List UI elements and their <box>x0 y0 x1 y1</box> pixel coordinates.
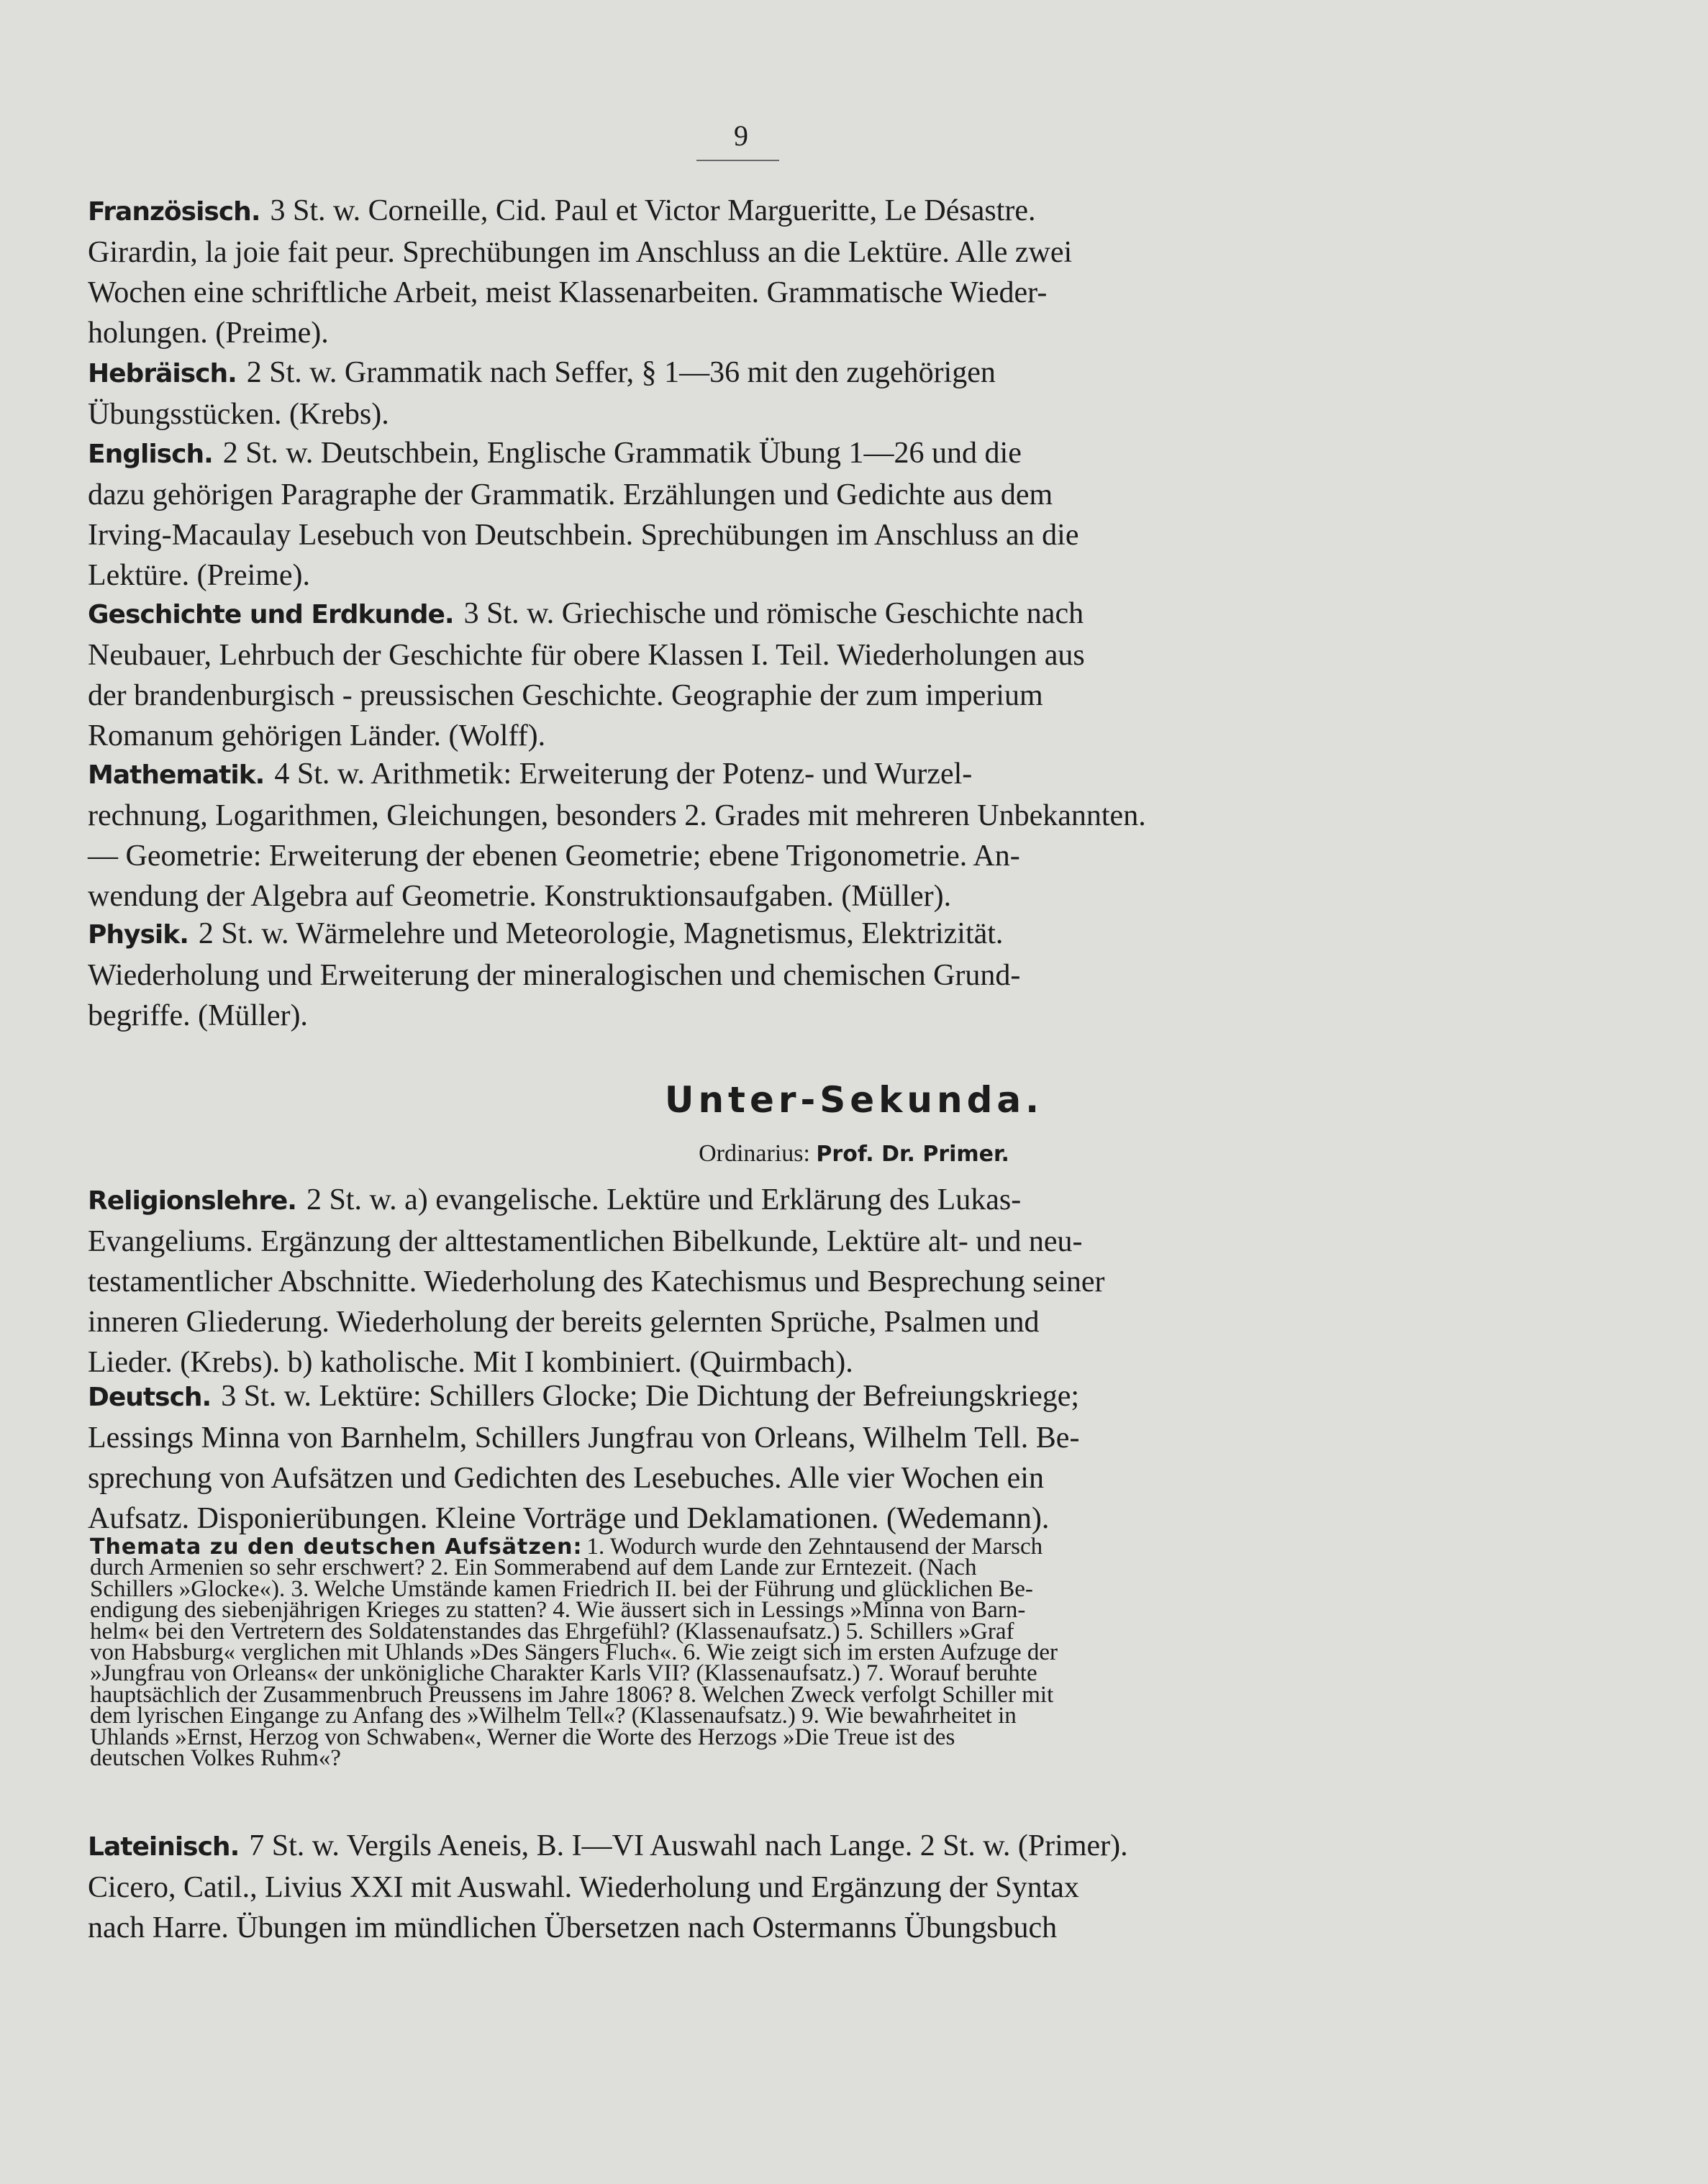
text-line: 1. Wodurch wurde den Zehntausend der Marsch <box>586 1534 1043 1560</box>
text-line: helm« bei den Vertretern des Soldatenstandes das Ehrgefühl? (Klassenaufsatz.) 5. Schillers »Graf <box>90 1618 1014 1644</box>
text-line: rechnung, Logarithmen, Gleichungen, besonders 2. Grades mit mehreren Unbekannten. <box>88 799 1146 832</box>
subject-heading: Religionslehre. <box>88 1186 296 1216</box>
text-line: testamentlicher Abschnitte. Wiederholung des Katechismus und Besprechung seiner <box>88 1265 1105 1298</box>
themata-block <box>90 1534 1407 1772</box>
paragraph-deutsch <box>88 1376 1404 1539</box>
text-line: wendung der Algebra auf Geometrie. Konstruktionsaufgaben. (Müller). <box>88 880 952 913</box>
ordinarius-line <box>0 1140 1708 1168</box>
text-line: holungen. (Preime). <box>88 317 329 350</box>
text-line: hauptsächlich der Zusammenbruch Preussens im Jahre 1806? 8. Welchen Zweck verfolgt Schiller mit <box>90 1681 1054 1708</box>
text-line: Neubauer, Lehrbuch der Geschichte für obere Klassen I. Teil. Wiederholungen aus <box>88 639 1085 672</box>
text-line: 2 St. w. a) evangelische. Lektüre und Erklärung des Lukas- <box>306 1183 1022 1216</box>
text-line: 2 St. w. Grammatik nach Seffer, § 1—36 mit den zugehörigen <box>246 356 996 389</box>
text-line: Irving-Macaulay Lesebuch von Deutschbein. Sprechübungen im Anschluss an die <box>88 519 1079 552</box>
text-line: dem lyrischen Eingange zu Anfang des »Wilhelm Tell«? (Klassenaufsatz.) 9. Wie bewahrheitet in <box>90 1703 1017 1729</box>
text-line: »Jungfrau von Orleans« der unkönigliche Charakter Karls VII? (Klassenaufsatz.) 7. Worauf beruhte <box>90 1660 1037 1687</box>
subject-heading: Lateinisch. <box>88 1832 240 1862</box>
page-number: 9 <box>734 119 748 152</box>
text-line: 7 St. w. Vergils Aeneis, B. I—VI Auswahl nach Lange. 2 St. w. (Primer). <box>249 1829 1128 1862</box>
text-line: Aufsatz. Disponierübungen. Kleine Vorträge und Deklamationen. (Wedemann). <box>88 1502 1050 1535</box>
text-line: Wochen eine schriftliche Arbeit, meist Klassenarbeiten. Grammatische Wieder- <box>88 276 1048 309</box>
subject-heading: Hebräisch. <box>88 359 237 388</box>
ordinarius-label: Ordinarius: <box>699 1140 810 1167</box>
text-line: Wiederholung und Erweiterung der mineralogischen und chemischen Grund- <box>88 959 1021 992</box>
text-line: Lieder. (Krebs). b) katholische. Mit I kombiniert. (Quirmbach). <box>88 1346 853 1379</box>
paragraph-franzoesisch <box>88 191 1404 353</box>
text-line: durch Armenien so sehr erschwert? 2. Ein Sommerabend auf dem Lande zur Erntezeit. (Nach <box>90 1555 977 1581</box>
section-title: Unter-Sekunda. <box>664 1079 1044 1121</box>
text-line: Romanum gehörigen Länder. (Wolff). <box>88 719 546 752</box>
paragraph-physik <box>88 914 1404 1036</box>
text-line: sprechung von Aufsätzen und Gedichten des Lesebuches. Alle vier Wochen ein <box>88 1462 1044 1495</box>
text-line: von Habsburg« verglichen mit Uhlands »Des Sängers Fluch«. 6. Wie zeigt sich im ersten Aufzuge der <box>90 1639 1058 1666</box>
themata-heading: Themata zu den deutschen Aufsätzen: <box>90 1534 583 1560</box>
paragraph-lateinisch <box>88 1826 1404 1948</box>
text-line: 3 St. w. Lektüre: Schillers Glocke; Die Dichtung der Befreiungskriege; <box>221 1380 1080 1413</box>
text-line: Uhlands »Ernst, Herzog von Schwaben«, Werner die Worte des Herzogs »Die Treue ist des <box>90 1724 955 1750</box>
text-line: begriffe. (Müller). <box>88 999 308 1032</box>
subject-heading: Physik. <box>88 920 188 950</box>
text-line: Evangeliums. Ergänzung der alttestamentlichen Bibelkunde, Lektüre alt- und neu- <box>88 1225 1083 1258</box>
subject-heading: Englisch. <box>88 440 213 469</box>
text-line: Girardin, la joie fait peur. Sprechübungen im Anschluss an die Lektüre. Alle zwei <box>88 236 1073 269</box>
text-line: Cicero, Catil., Livius XXI mit Auswahl. Wiederholung und Ergänzung der Syntax <box>88 1871 1079 1904</box>
subject-heading: Französisch. <box>88 197 260 227</box>
text-line: Lessings Minna von Barnhelm, Schillers Jungfrau von Orleans, Wilhelm Tell. Be- <box>88 1421 1080 1455</box>
text-line: inneren Gliederung. Wiederholung der bereits gelernten Sprüche, Psalmen und <box>88 1306 1040 1339</box>
text-line: Schillers »Glocke«). 3. Welche Umstände kamen Friedrich II. bei der Führung und glücklichen Be- <box>90 1575 1033 1602</box>
subject-heading: Geschichte und Erdkunde. <box>88 600 454 629</box>
text-line: 3 St. w. Corneille, Cid. Paul et Victor Margueritte, Le Désastre. <box>270 194 1036 227</box>
paragraph-geschichte <box>88 593 1404 756</box>
text-line: 4 St. w. Arithmetik: Erweiterung der Potenz- und Wurzel- <box>274 757 973 791</box>
text-line: Lektüre. (Preime). <box>88 559 311 592</box>
subject-heading: Deutsch. <box>88 1383 212 1412</box>
text-line: 2 St. w. Deutschbein, Englische Grammatik Übung 1—26 und die <box>222 437 1022 470</box>
text-line: endigung des siebenjährigen Krieges zu statten? 4. Wie äussert sich in Lessings »Minna von Barn- <box>90 1597 1026 1624</box>
paragraph-hebraeisch <box>88 352 1404 434</box>
text-line: Übungsstücken. (Krebs). <box>88 398 389 431</box>
text-line: der brandenburgisch - preussischen Geschichte. Geographie der zum imperium <box>88 679 1043 712</box>
text-line: dazu gehörigen Paragraphe der Grammatik. Erzählungen und Gedichte aus dem <box>88 478 1053 511</box>
text-line: 3 St. w. Griechische und römische Geschichte nach <box>463 597 1084 630</box>
ordinarius-name: Prof. Dr. Primer. <box>816 1142 1009 1167</box>
text-line: — Geometrie: Erweiterung der ebenen Geometrie; ebene Trigonometrie. An- <box>88 840 1020 873</box>
subject-heading: Mathematik. <box>88 760 265 790</box>
text-line: nach Harre. Übungen im mündlichen Übersetzen nach Ostermanns Übungsbuch <box>88 1911 1058 1944</box>
paragraph-mathematik <box>88 754 1404 916</box>
page-number-rule <box>696 160 779 161</box>
text-line: deutschen Volkes Ruhm«? <box>90 1745 341 1772</box>
paragraph-englisch <box>88 433 1404 596</box>
text-line: 2 St. w. Wärmelehre und Meteorologie, Magnetismus, Elektrizität. <box>198 917 1004 950</box>
paragraph-religionslehre <box>88 1180 1404 1383</box>
